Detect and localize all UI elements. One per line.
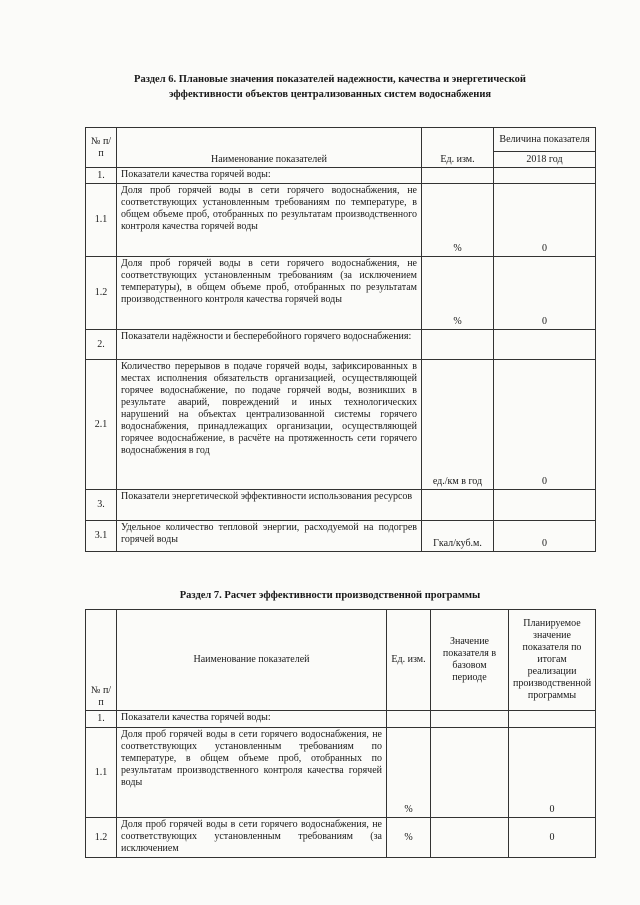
table-row: 1.2 Доля проб горячей воды в сети горячего водоснабжения, не соответствующих установленным требованиям (за исключением температуры), в общем объеме проб, отобранных по результатам производственного контроля качества горячей воды % 0 bbox=[86, 257, 596, 330]
header-year: 2018 год bbox=[494, 152, 596, 168]
section7-table bbox=[85, 609, 596, 858]
table-row: 2.1 Количество перерывов в подаче горячей воды, зафиксированных в местах исполнения обязательств организацией, осуществляющей горячее водоснабжение, по подаче горячей воды, возникших в результате аварий, повреждений и иных технологических нарушений на объектах централизованной системы горячего водоснабжения, принадлежащих организации, осуществляющей горячее водоснабжение, в расчёте на протяженность сети горячего водоснабжения в год ед./км в год 0 bbox=[86, 360, 596, 490]
header-num: № п/п bbox=[86, 128, 117, 168]
table-row: 1.1 Доля проб горячей воды в сети горячего водоснабжения, не соответствующих установленным требованиям по температуре, в общем объеме проб, отобранных по результатам производственного контроля качества горячей воды % 0 bbox=[86, 184, 596, 257]
table-row: 1. Показатели качества горячей воды: bbox=[86, 168, 596, 184]
table-row: 2. Показатели надёжности и бесперебойного горячего водоснабжения: bbox=[86, 330, 596, 360]
header-unit: Ед. изм. bbox=[387, 610, 431, 711]
table-row: 1. Показатели качества горячей воды: bbox=[86, 711, 596, 728]
header-base: Значение показателя в базовом периоде bbox=[431, 610, 509, 711]
header-planned: Планируемое значение показателя по итогам реализации производственной программы bbox=[509, 610, 596, 711]
section6-table bbox=[85, 127, 596, 552]
table-row: 3.1 Удельное количество тепловой энергии, расходуемой на подогрев горячей воды Гкал/куб.м. 0 bbox=[86, 521, 596, 552]
header-name: Наименование показателей bbox=[117, 610, 387, 711]
table-row: 3. Показатели энергетической эффективности использования ресурсов bbox=[86, 490, 596, 521]
table-row: 1.1 Доля проб горячей воды в сети горячего водоснабжения, не соответствующих установленным требованиям по температуре, в общем объеме проб, отобранных по результатам производственного контроля качества горячей воды % 0 bbox=[86, 728, 596, 818]
header-name: Наименование показателей bbox=[117, 128, 422, 168]
header-unit: Ед. изм. bbox=[422, 128, 494, 168]
table-row: 1.2 Доля проб горячей воды в сети горячего водоснабжения, не соответствующих установленным требованиям (за исключением % 0 bbox=[86, 818, 596, 858]
header-num: № п/п bbox=[86, 610, 117, 711]
section7-title: Раздел 7. Расчет эффективности производственной программы bbox=[179, 590, 481, 601]
header-value: Величина показателя bbox=[494, 128, 596, 152]
section6-title: Раздел 6. Плановые значения показателей надежности, качества и энергетической эффективности объектов централизованных систем водоснабжения bbox=[134, 74, 526, 100]
